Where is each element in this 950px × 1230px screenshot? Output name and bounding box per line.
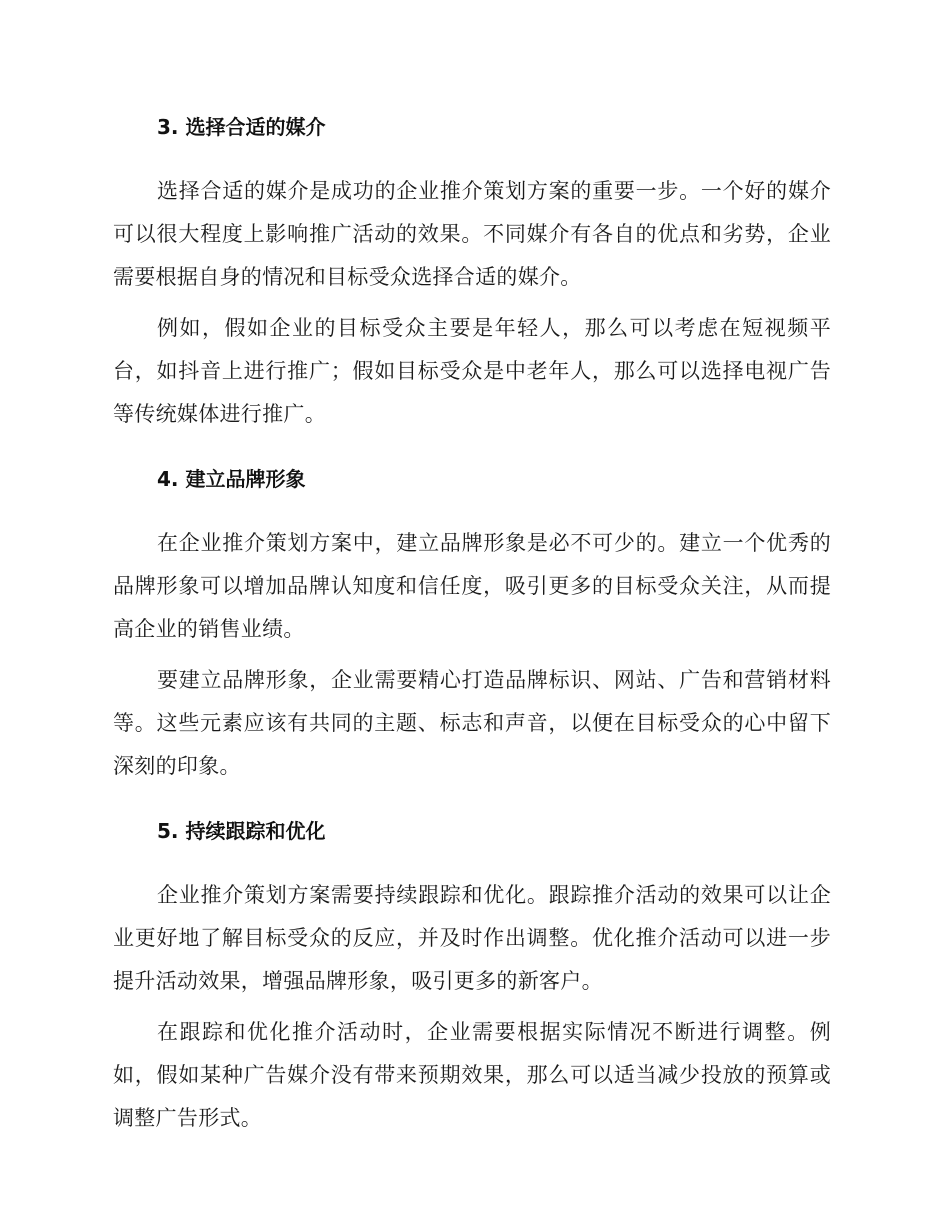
paragraph: 例如，假如企业的目标受众主要是年轻人，那么可以考虑在短视频平台，如抖音上进行推广；假如目标受众是中老年人，那么可以选择电视广告等传统媒体进行推广。: [113, 316, 831, 426]
section-heading: 5. 持续跟踪和优化: [157, 819, 326, 843]
document-page: [113, 112, 831, 1140]
paragraph: 选择合适的媒介是成功的企业推介策划方案的重要一步。一个好的媒介可以很大程度上影响推广活动的效果。不同媒介有各自的优点和劣势，企业需要根据自身的情况和目标受众选择合适的媒介。: [113, 179, 831, 289]
section-5: [113, 816, 831, 1140]
section-heading: 4. 建立品牌形象: [157, 467, 306, 491]
paragraph: 要建立品牌形象，企业需要精心打造品牌标识、网站、广告和营销材料等。这些元素应该有共同的主题、标志和声音，以便在目标受众的心中留下深刻的印象。: [113, 668, 831, 778]
section-4: [113, 464, 831, 788]
paragraph: 企业推介策划方案需要持续跟踪和优化。跟踪推介活动的效果可以让企业更好地了解目标受众的反应，并及时作出调整。优化推介活动可以进一步提升活动效果，增强品牌形象，吸引更多的新客户。: [113, 883, 831, 993]
section-3: [113, 112, 831, 436]
paragraph: 在企业推介策划方案中，建立品牌形象是必不可少的。建立一个优秀的品牌形象可以增加品牌认知度和信任度，吸引更多的目标受众关注，从而提高企业的销售业绩。: [113, 531, 831, 641]
paragraph: 在跟踪和优化推介活动时，企业需要根据实际情况不断进行调整。例如，假如某种广告媒介没有带来预期效果，那么可以适当减少投放的预算或调整广告形式。: [113, 1020, 831, 1130]
section-heading: 3. 选择合适的媒介: [157, 115, 326, 139]
